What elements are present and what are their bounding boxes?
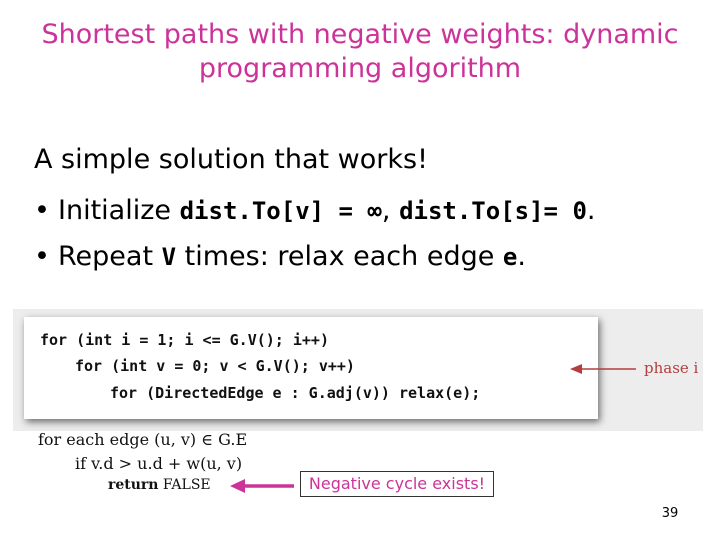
bullet-2-prefix: Repeat (58, 241, 162, 272)
pseudocode-return-value: FALSE (158, 477, 211, 493)
bullet-2-suffix: . (517, 241, 526, 272)
code-line-outer-loop: for (int i = 1; i <= G.V(); i++) (40, 331, 329, 349)
title-line-1: Shortest paths with negative weights: dynamic (41, 19, 679, 50)
bullet-1-mid: , (381, 195, 400, 226)
bullet-2-code-1: V (161, 243, 177, 271)
pseudocode-line-1: for each edge (u, v) ∈ G.E (38, 430, 248, 449)
pseudocode-line-2: if v.d > u.d + w(u, v) (75, 454, 243, 473)
title-line-2: programming algorithm (198, 53, 522, 84)
bullet-2-mid: times: relax each edge (176, 241, 503, 272)
bullet-1-code-1: dist.To[v] = ∞ (179, 197, 382, 225)
pseudocode-line-3 (108, 477, 211, 493)
code-line-vertex-loop: for (int v = 0; v < G.V(); v++) (75, 357, 355, 375)
pseudocode-return-keyword: return (108, 477, 159, 493)
code-block (24, 317, 598, 419)
phase-label: phase i (644, 359, 699, 377)
arrow-left-icon (230, 479, 294, 493)
code-image-panel (13, 309, 703, 431)
bullet-1-suffix: . (586, 195, 596, 226)
bullet-dot: • (34, 241, 50, 272)
bullet-repeat (34, 239, 526, 275)
slide-title (0, 18, 720, 86)
lead-text: A simple solution that works! (34, 144, 428, 175)
bullet-1-prefix: Initialize (58, 195, 180, 226)
bullet-2-code-2: e (502, 243, 518, 271)
bullet-1-code-2: dist.To[s]= 0 (399, 197, 587, 225)
negative-cycle-callout: Negative cycle exists! (300, 471, 494, 497)
code-line-edge-loop: for (DirectedEdge e : G.adj(v)) relax(e); (110, 384, 481, 402)
bullet-dot: • (34, 195, 50, 226)
bullet-initialize (34, 193, 596, 229)
page-number: 39 (661, 506, 679, 521)
